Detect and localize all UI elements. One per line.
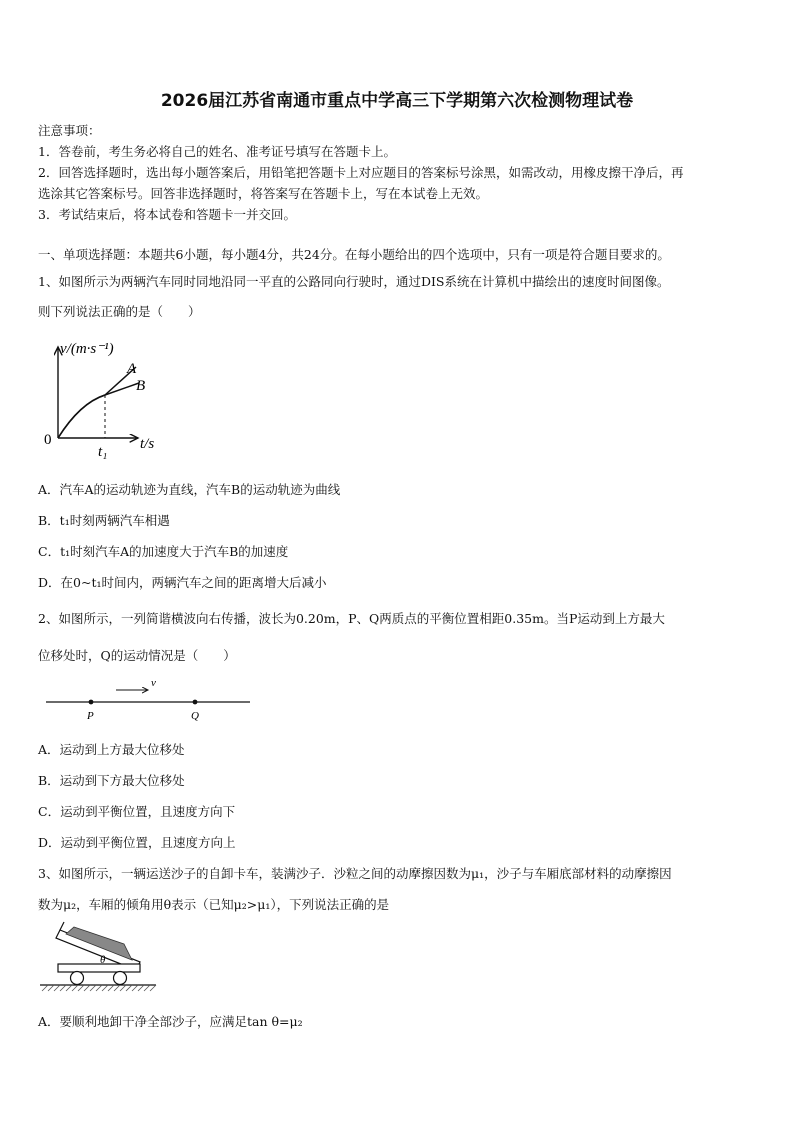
curve-a: [58, 367, 136, 438]
q2-option-b: B．运动到下方最大位移处: [38, 773, 185, 788]
notice-item-1: 1．答卷前，考生务必将自己的姓名、准考证号填写在答题卡上。: [38, 144, 396, 159]
q1-vt-graph: [40, 335, 170, 465]
bed-lip: [60, 922, 64, 930]
q3-stem-cont: 数为μ₂，车厢的倾角用θ表示（已知μ₂>μ₁），下列说法正确的是: [38, 897, 390, 912]
notice-item-3: 3．考试结束后，将本试卷和答题卡一并交回。: [38, 207, 296, 222]
notice-item-2: 2．回答选择题时，选出每小题答案后，用铅笔把答题卡上对应题目的答案标号涂黑，如需改动，用橡皮擦干净后，再: [38, 165, 684, 180]
page-title: 2026届江苏省南通市重点中学高三下学期第六次检测物理试卷: [160, 91, 634, 111]
notice-heading: 注意事项：: [38, 123, 101, 138]
point-p: [89, 700, 94, 705]
curve-a-label: A: [127, 361, 137, 377]
point-q-label: Q: [191, 710, 199, 722]
point-p-label: P: [87, 710, 94, 722]
velocity-label: v: [151, 677, 156, 689]
q1-stem-cont: 则下列说法正确的是（ ）: [38, 304, 201, 319]
theta-label: θ: [100, 954, 106, 966]
q1-stem: 1、如图所示为两辆汽车同时同地沿同一平直的公路同向行驶时，通过DIS系统在计算机中描绘出的速度时间图像。: [38, 274, 670, 289]
t1-label: t₁: [98, 444, 108, 460]
q2-option-d: D．运动到平衡位置，且速度方向上: [38, 835, 236, 850]
x-axis-label: t/s: [140, 436, 155, 452]
curve-b: [58, 383, 139, 438]
curve-b-label: B: [136, 378, 146, 394]
q2-option-a: A．运动到上方最大位移处: [38, 742, 185, 757]
q1-option-a: A．汽车A的运动轨迹为直线，汽车B的运动轨迹为曲线: [38, 482, 341, 497]
front-wheel: [114, 972, 127, 985]
q2-stem-cont: 位移处时，Q的运动情况是（ ）: [38, 648, 236, 663]
q2-stem: 2、如图所示，一列简谐横波向右传播，波长为0.20m，P、Q两质点的平衡位置相距0.35m。当P运动到上方最大: [38, 611, 665, 626]
q2-wave-figure: [44, 672, 254, 724]
q3-option-a: A．要顺利地卸干净全部沙子，应满足tan θ=μ₂: [38, 1014, 303, 1029]
q3-stem: 3、如图所示，一辆运送沙子的自卸卡车，装满沙子．沙粒之间的动摩擦因数为μ₁，沙子与车厢底部材料的动摩擦因: [38, 866, 672, 881]
ground-hatch: [42, 985, 156, 991]
q1-option-b: B．t₁时刻两辆汽车相遇: [38, 513, 170, 528]
point-q: [193, 700, 198, 705]
y-axis-label: v/(m·s⁻¹): [60, 341, 114, 357]
q2-option-c: C．运动到平衡位置，且速度方向下: [38, 804, 236, 819]
section-heading: 一、单项选择题：本题共6小题，每小题4分，共24分。在每小题给出的四个选项中，只有一项是符合题目要求的。: [38, 247, 670, 262]
notice-item-2-cont: 选涂其它答案标号。回答非选择题时，将答案写在答题卡上，写在本试卷上无效。: [38, 186, 489, 201]
q1-option-d: D．在0~t₁时间内，两辆汽车之间的距离增大后减小: [38, 575, 327, 590]
rear-wheel: [71, 972, 84, 985]
origin-label: 0: [44, 432, 52, 448]
q3-dump-truck-figure: [38, 918, 158, 998]
q1-option-c: C．t₁时刻汽车A的加速度大于汽车B的加速度: [38, 544, 289, 559]
truck-chassis: [58, 964, 140, 972]
